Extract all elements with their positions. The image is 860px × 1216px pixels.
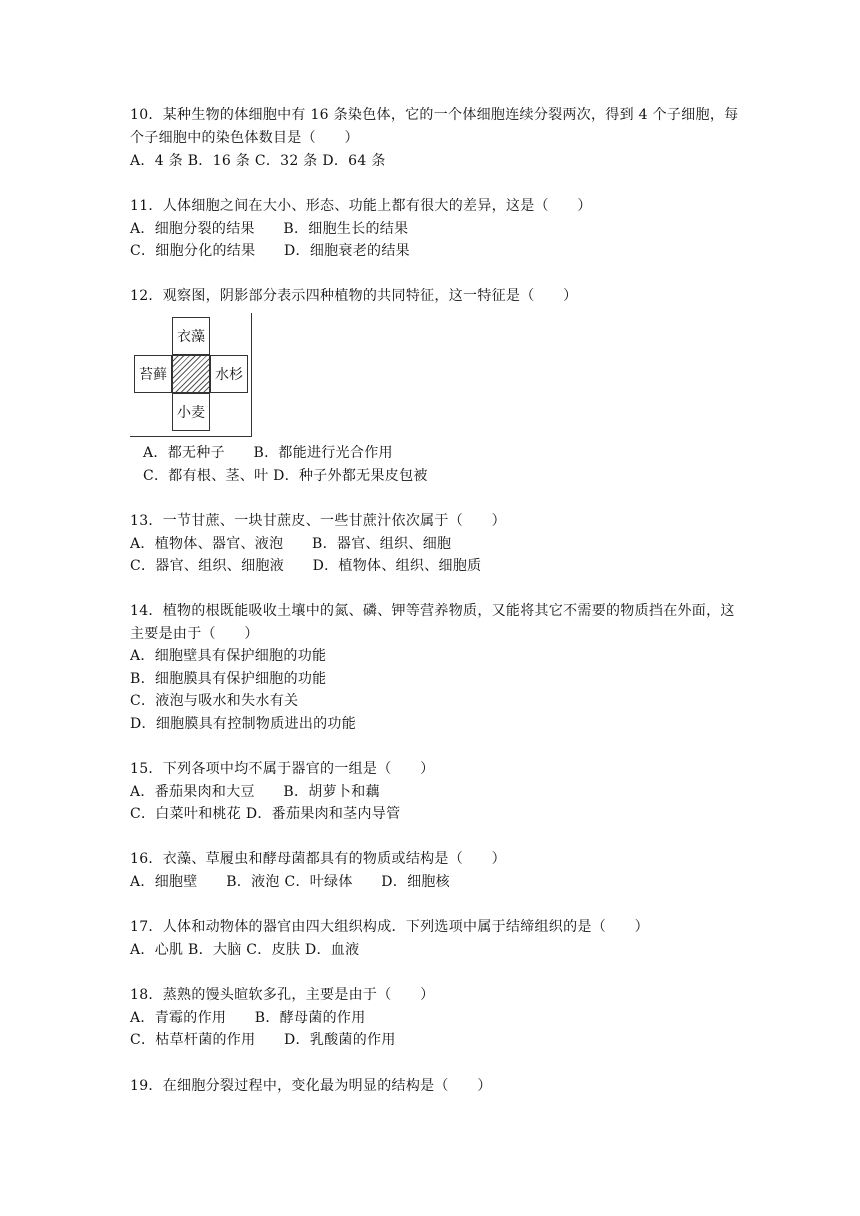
q19-stem: 19．在细胞分裂过程中，变化最为明显的结构是（ ） bbox=[130, 1078, 492, 1094]
plant-venn-figure bbox=[130, 313, 254, 437]
q16-stem: 16．衣藻、草履虫和酵母菌都具有的物质或结构是（ ） bbox=[130, 851, 506, 867]
q14-line-1: 14．植物的根既能吸收土壤中的氮、磷、钾等营养物质，又能将其它不需要的物质挡在外面，这 bbox=[130, 603, 735, 619]
q13-stem: 13．一节甘蔗、一块甘蔗皮、一些甘蔗汁依次属于（ ） bbox=[130, 513, 506, 529]
q15-stem: 15．下列各项中均不属于器官的一组是（ ） bbox=[130, 761, 435, 777]
q16-options: A．细胞壁 B．液泡 C．叶绿体 D．细胞核 bbox=[130, 874, 450, 890]
q17-stem: 17．人体和动物体的器官由四大组织构成．下列选项中属于结缔组织的是（ ） bbox=[130, 919, 649, 935]
q10-line-2: 个子细胞中的染色体数目是（ ） bbox=[130, 130, 359, 146]
q13-options-cd: C．器官、组织、细胞液 D．植物体、组织、细胞质 bbox=[130, 558, 482, 574]
q10-line-1: 10．某种生物的体细胞中有 16 条染色体，它的一个体细胞连续分裂两次，得到 4 个子细胞，每 bbox=[130, 107, 739, 123]
q17-options: A．心肌 B．大脑 C．皮肤 D．血液 bbox=[130, 942, 360, 958]
figure-shaded-center bbox=[172, 355, 210, 393]
q14-option-a: A．细胞壁具有保护细胞的功能 bbox=[130, 648, 327, 664]
q18-options-cd: C．枯草杆菌的作用 D．乳酸菌的作用 bbox=[130, 1032, 396, 1048]
figure-cell-top: 衣藻 bbox=[172, 317, 210, 355]
q13-options-ab: A．植物体、器官、液泡 B．器官、组织、细胞 bbox=[130, 536, 452, 552]
figure-bottom-rule bbox=[130, 436, 252, 437]
q12-options-ab: A．都无种子 B．都能进行光合作用 bbox=[143, 445, 393, 461]
q14-line-2: 主要是由于（ ） bbox=[130, 626, 259, 642]
q11-options-ab: A．细胞分裂的结果 B．细胞生长的结果 bbox=[130, 221, 409, 237]
q11-stem: 11．人体细胞之间在大小、形态、功能上都有很大的差异，这是（ ） bbox=[130, 198, 592, 214]
q15-options-cd: C．白菜叶和桃花 D．番茄果肉和茎内导管 bbox=[130, 806, 401, 822]
figure-cell-bottom: 小麦 bbox=[172, 393, 210, 431]
q10-options: A．4 条 B．16 条 C．32 条 D．64 条 bbox=[130, 153, 386, 169]
q18-stem: 18．蒸熟的馒头暄软多孔，主要是由于（ ） bbox=[130, 987, 435, 1003]
q11-options-cd: C．细胞分化的结果 D．细胞衰老的结果 bbox=[130, 243, 410, 259]
figure-cell-right: 水杉 bbox=[210, 355, 248, 393]
q14-option-c: C．液泡与吸水和失水有关 bbox=[130, 693, 299, 709]
figure-right-rule bbox=[251, 313, 252, 437]
q12-options-cd: C．都有根、茎、叶 D．种子外都无果皮包被 bbox=[143, 468, 428, 484]
q18-options-ab: A．青霉的作用 B．酵母菌的作用 bbox=[130, 1010, 366, 1026]
figure-cell-left: 苔藓 bbox=[134, 355, 172, 393]
q14-option-d: D．细胞膜具有控制物质进出的功能 bbox=[130, 716, 357, 732]
q12-stem: 12．观察图，阴影部分表示四种植物的共同特征，这一特征是（ ） bbox=[130, 288, 578, 304]
q14-option-b: B．细胞膜具有保护细胞的功能 bbox=[130, 671, 327, 687]
q15-options-ab: A．番茄果肉和大豆 B．胡萝卜和藕 bbox=[130, 784, 380, 800]
